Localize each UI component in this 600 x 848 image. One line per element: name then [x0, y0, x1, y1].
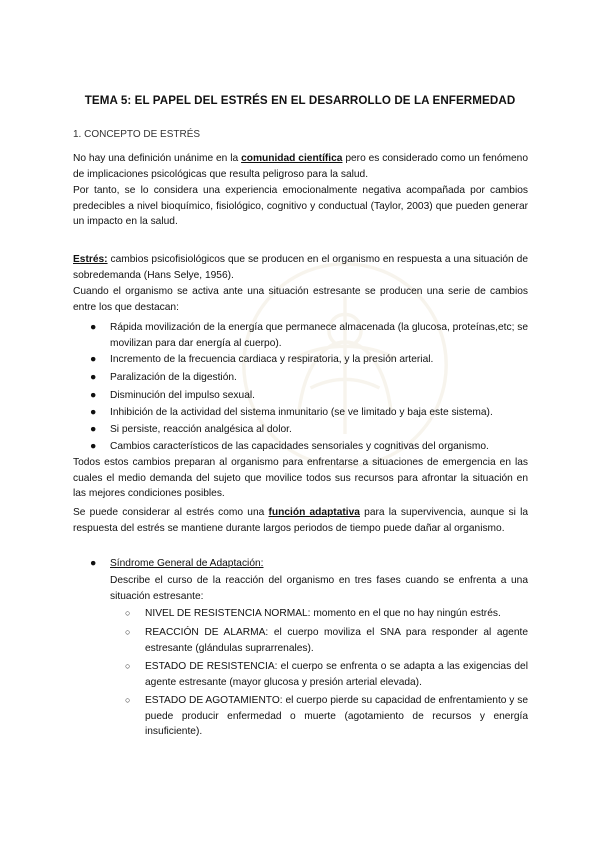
list-item-change: Cambios característicos de las capacidades sensoriales y cognitivas del organismo. [110, 441, 489, 452]
paragraph-definicion [73, 151, 528, 182]
list-item-change: Si persiste, reacción analgésica al dolor. [110, 424, 292, 435]
list-item-change: Disminución del impulso sexual. [110, 390, 255, 401]
funcion-adaptativa-term: función adaptativa [268, 507, 360, 518]
sub-bullet-circle: ○ [125, 695, 131, 705]
sub-bullet-circle: ○ [125, 627, 131, 637]
paragraph-funcion-adaptativa [73, 505, 528, 536]
sga-phase-item: ESTADO DE AGOTAMIENTO: el cuerpo pierde su capacidad de enfrentamiento y se puede producir enfermedad o muerte (agotamiento de recursos y energía insuficiente). [145, 695, 528, 738]
sub-bullet-circle: ○ [125, 661, 131, 671]
bullet-dot: ● [90, 406, 97, 418]
paragraph-experiencia: Por tanto, se lo considera una experiencia emocionalmente negativa acompañada por cambios predecibles a nivel bioquímico, fisiológico, cognitivo y conductual (Taylor, 2003) que pueden generar un impacto en la salud. [73, 185, 528, 228]
sub-bullet-circle: ○ [125, 608, 131, 618]
estres-term: Estrés: [73, 254, 108, 265]
sga-label: Síndrome General de Adaptación: [110, 558, 264, 569]
bullet-dot: ● [90, 557, 97, 569]
paragraph-emergencia: Todos estos cambios preparan al organismo para enfrentarse a situaciones de emergencia en las cuales el medio demanda del sujeto que movilice todos sus recursos para afrontar la situación en las mejores condiciones posibles. [73, 457, 528, 500]
bullet-dot: ● [90, 321, 97, 333]
bullet-dot: ● [90, 423, 97, 435]
paragraph-funcion-after: para la supervivencia, aunque si la respuesta del estrés se mantiene durante largos periodos de tiempo puede dañar al organismo. [73, 507, 528, 534]
sga-phase-item: ESTADO DE RESISTENCIA: el cuerpo se enfrenta o se adapta a las exigencias del agente estresante (mayor glucosa y presión arterial elevada). [145, 661, 528, 688]
paragraph-cambios-intro: Cuando el organismo se activa ante una situación estresante se producen una serie de cambios entre los que destacan: [73, 286, 528, 313]
paragraph-funcion-before: Se puede considerar al estrés como una [73, 507, 269, 518]
bullet-dot: ● [90, 353, 97, 365]
sga-phase-item: REACCIÓN DE ALARMA: el cuerpo moviliza el SNA para responder al agente estresante (glándulas suprarrenales). [145, 627, 528, 654]
list-item-change: Paralización de la digestión. [110, 372, 237, 383]
section-heading-concepto: 1. CONCEPTO DE ESTRÉS [73, 129, 201, 140]
paragraph-estres-definicion [73, 252, 528, 283]
bullet-dot: ● [90, 389, 97, 401]
bullet-dot: ● [90, 440, 97, 452]
estres-definition-text: cambios psicofisiológicos que se producen en el organismo en respuesta a una situación de sobredemanda (Hans Selye, 1956). [73, 254, 528, 281]
bullet-dot: ● [90, 371, 97, 383]
paragraph-definicion-after: pero es considerado como un fenómeno de implicaciones psicológicas que resulta peligroso para la salud. [73, 153, 528, 180]
list-item-change: Incremento de la frecuencia cardiaca y respiratoria, y la presión arterial. [110, 354, 434, 365]
list-item-change: Inhibición de la actividad del sistema inmunitario (se ve limitado y baja este sistema). [110, 407, 493, 418]
page-title: TEMA 5: EL PAPEL DEL ESTRÉS EN EL DESARROLLO DE LA ENFERMEDAD [84, 94, 516, 107]
sga-phase-item: NIVEL DE RESISTENCIA NORMAL: momento en el que no hay ningún estrés. [145, 608, 501, 619]
list-item-change: Rápida movilización de la energía que permanece almacenada (la glucosa, proteínas,etc; se movilizan para dar energía al cuerpo). [110, 322, 528, 349]
paragraph-definicion-before: No hay una definición unánime en la [73, 153, 242, 164]
comunidad-cientifica-term: comunidad científica [241, 153, 343, 164]
sga-description: Describe el curso de la reacción del organismo en tres fases cuando se enfrenta a una situación estresante: [110, 575, 528, 602]
sga-heading [110, 556, 528, 572]
